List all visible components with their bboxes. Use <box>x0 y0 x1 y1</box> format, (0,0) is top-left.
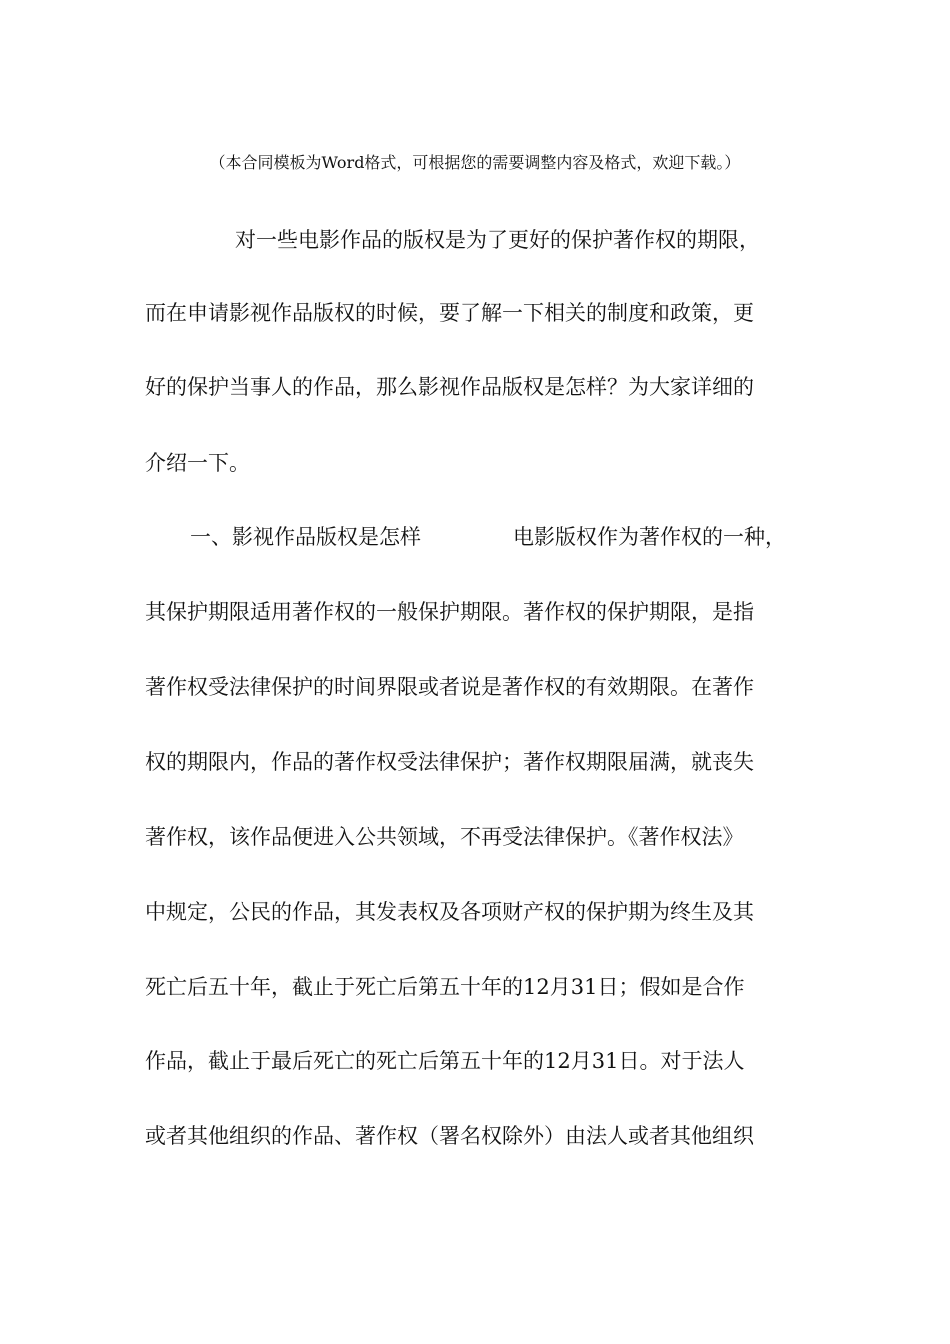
paragraph-line: 其保护期限适用著作权的一般保护期限。著作权的保护期限，是指 <box>145 600 754 624</box>
template-notice: （本合同模板为Word格式，可根据您的需要调整内容及格式，欢迎下载。） <box>209 153 741 172</box>
paragraph-line: 中规定，公民的作品，其发表权及各项财产权的保护期为终生及其 <box>145 900 754 924</box>
paragraph-line: 著作权，该作品便进入公共领域，不再受法律保护。《著作权法》 <box>145 825 744 849</box>
section-heading: 一、影视作品版权是怎样 <box>190 525 421 549</box>
paragraph-line: 或者其他组织的作品、著作权（署名权除外）由法人或者其他组织 <box>145 1124 754 1148</box>
section-heading-line <box>145 522 805 552</box>
paragraph-line: 作品，截止于最后死亡的死亡后第五十年的12月31日。对于法人 <box>145 1049 745 1073</box>
paragraph-line: 权的期限内，作品的著作权受法律保护；著作权期限届满，就丧失 <box>145 750 754 774</box>
paragraph-line: 好的保护当事人的作品，那么影视作品版权是怎样？为大家详细的 <box>145 375 754 399</box>
paragraph-text: 电影版权作为著作权的一种， <box>513 525 786 549</box>
paragraph-line: 对一些电影作品的版权是为了更好的保护著作权的期限， <box>235 228 760 252</box>
paragraph-line: 著作权受法律保护的时间界限或者说是著作权的有效期限。在著作 <box>145 675 754 699</box>
paragraph-line: 而在申请影视作品版权的时候，要了解一下相关的制度和政策，更 <box>145 301 754 325</box>
paragraph-line: 介绍一下。 <box>145 451 250 475</box>
paragraph-line: 死亡后五十年，截止于死亡后第五十年的12月31日；假如是合作 <box>145 975 745 999</box>
